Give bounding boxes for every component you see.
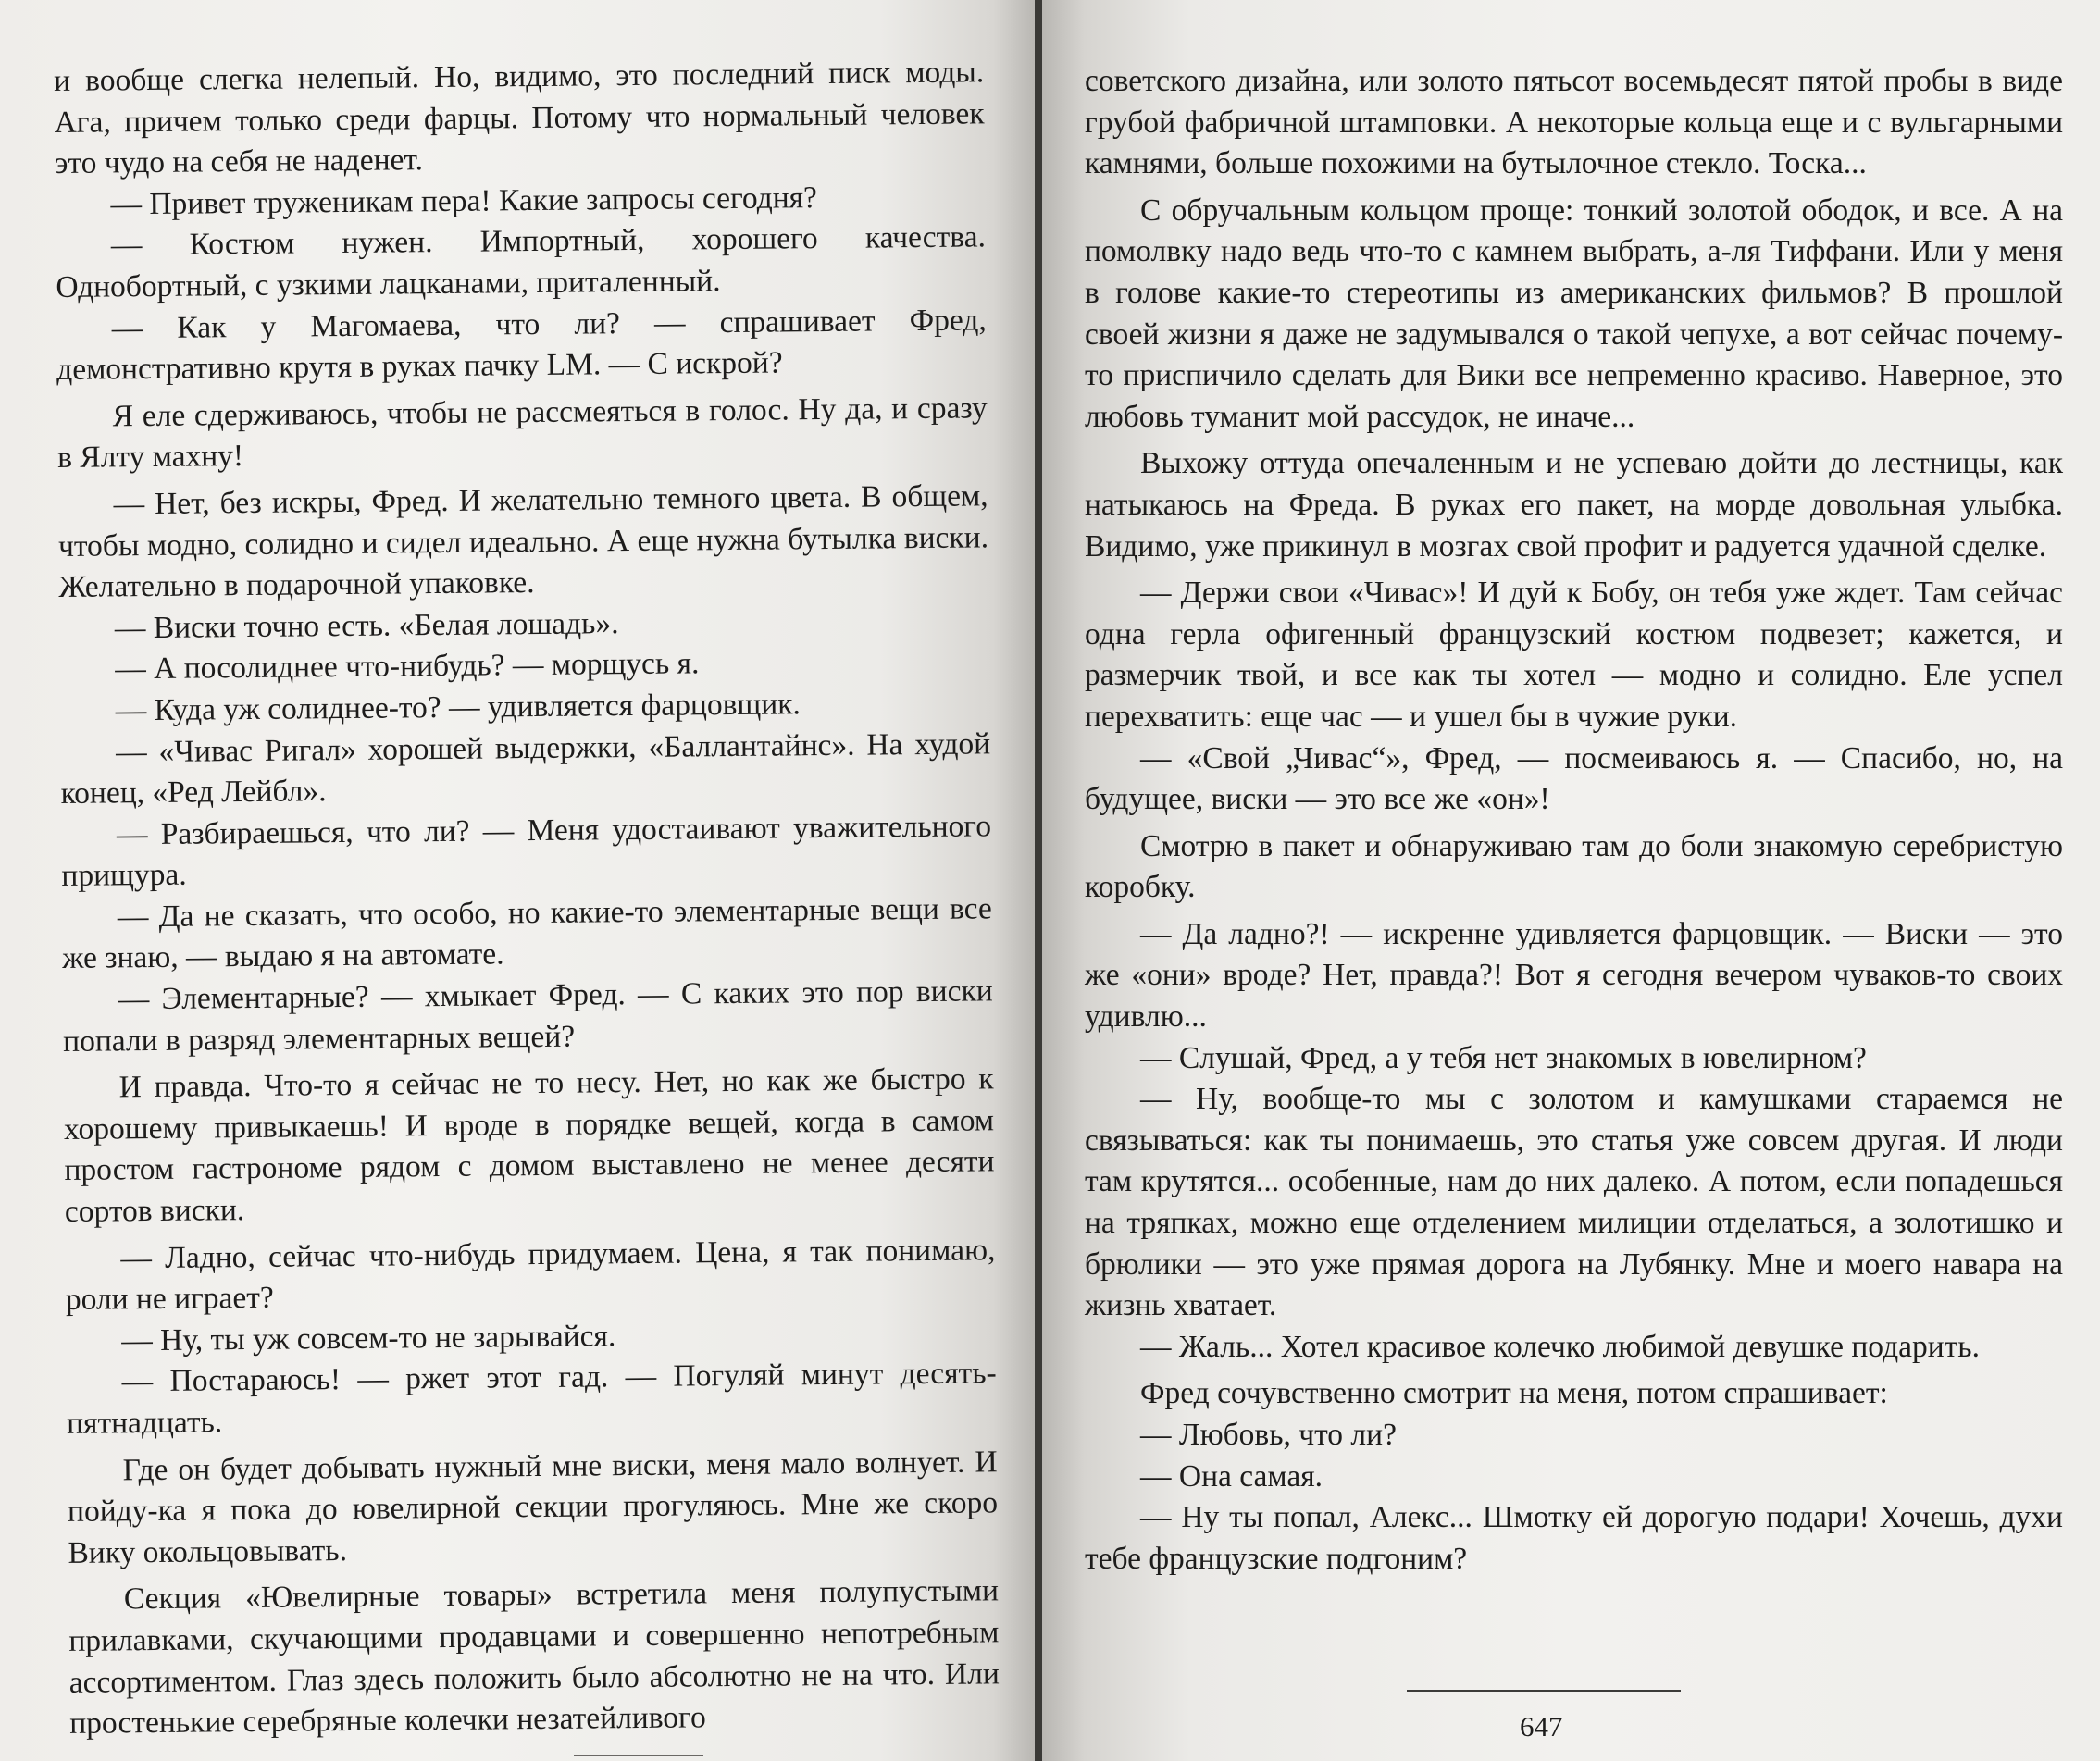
paragraph: — Костюм нужен. Импортный, хорошего качества. Однобортный, с узкими лацканами, приталенный. <box>56 219 987 304</box>
left-page-text <box>54 52 1000 1744</box>
paragraph: — Привет труженикам пера! Какие запросы сегодня? <box>110 180 818 222</box>
left-page <box>0 0 1035 1761</box>
paragraph: — Виски точно есть. «Белая лошадь». <box>114 605 619 646</box>
paragraph: Выхожу оттуда опечаленным и не успеваю дойти до лестницы, как натыкаюсь на Фреда. В руках его пакет, на морде довольная улыбка. Видимо, уже прикинул в мозгах свой профит и радуется удачной сделке. <box>1085 446 2063 564</box>
page-number: 647 <box>1520 1710 1563 1742</box>
paragraph: — Да не сказать, что особо, но какие-то элементарные вещи все же знаю, — выдаю я на автомате. <box>62 891 993 976</box>
paragraph: — «Свой „Чивас“», Фред, — посмеиваюсь я. — Спасибо, но, на будущее, виски — это все же «он»! <box>1085 740 2063 817</box>
right-page <box>1042 0 2100 1761</box>
paragraph: Смотрю в пакет и обнаруживаю там до боли знакомую серебристую коробку. <box>1085 828 2063 905</box>
paragraph: — Ну, вообще-то мы с золотом и камушками стараемся не связываться: как ты понимаешь, это статья уже совсем другая. И люди там крутятся... особенные, нам до них далеко. А потом, если попадешься на тряпках, можно еще отделением милиции отделаться, а золотишко и брюлики — это уже прямая дорога на Лубянку. Мне и моего навара на жизнь хватает. <box>1085 1082 2063 1323</box>
paragraph: — Нет, без искры, Фред. И желательно темного цвета. В общем, чтобы модно, солидно и сидел идеально. А еще нужна бутылка виски. Желательно в подарочной упаковке. <box>57 478 989 605</box>
paragraph: — «Чивас Ригал» хорошей выдержки, «Баллантайнс». На худой конец, «Ред Лейбл». <box>60 725 991 812</box>
paragraph: — А посолиднее что-нибудь? — морщусь я. <box>115 646 700 687</box>
paragraph: — Элементарные? — хмыкает Фред. — С каких это пор виски попали в разряд элементарных вещей? <box>62 974 993 1059</box>
right-page-text <box>1085 61 2063 1580</box>
page-number-rule <box>1407 1690 1681 1692</box>
paragraph: — Ладно, сейчас что-нибудь придумаем. Цена, я так понимаю, роли не играет? <box>65 1232 996 1318</box>
paragraph: — Любовь, что ли? <box>1140 1418 1397 1452</box>
paragraph: — Ну, ты уж совсем-то не зарывайся. <box>121 1319 616 1358</box>
paragraph: — Она самая. <box>1140 1458 1323 1494</box>
paragraph: Секция «Ювелирные товары» встретила меня полупустыми прилавками, скучающими продавцами и совершенно непотребным ассортиментом. Глаз здесь положить было абсолютно не на что. Или простенькие серебряные колечки незатейливого <box>68 1573 1000 1742</box>
paragraph: — Разбираешься, что ли? — Меня удостаивают уважительного прищура. <box>61 809 992 894</box>
paragraph: — Да ладно?! — искренне удивляется фарцовщик. — Виски — это же «они» вроде? Нет, правда?! Вот я сегодня вечером чуваков-то своих удивлю... <box>1085 916 2063 1035</box>
paragraph: Я еле сдерживаюсь, чтобы не рассмеяться в голос. Ну да, и сразу в Ялту махну! <box>56 391 988 476</box>
paragraph: — Слушай, Фред, а у тебя нет знакомых в ювелирном? <box>1140 1040 1867 1075</box>
bottom-rule <box>574 1755 703 1756</box>
paragraph: Где он будет добывать нужный мне виски, меня мало волнует. И пойду-ка я пока до ювелирной секции прогуляюсь. Мне же скоро Вику окольцовывать. <box>67 1444 999 1570</box>
paragraph: советского дизайна, или золото пятьсот восемьдесят пятой пробы в виде грубой фабричной штамповки. А некоторые кольца еще и с вульгарными камнями, больше похожими на бутылочное стекло. Тоска... <box>1085 64 2063 181</box>
book-gutter <box>1035 0 1042 1761</box>
paragraph: С обручальным кольцом проще: тонкий золотой ободок, и все. А на помолвку надо ведь что-то с камнем выбрать, а-ля Тиффани. Или у меня в голове какие-то стереотипы из американских фильмов? В прошлой своей жизни я даже не задумывался о такой чепухе, а вот сейчас почему-то приспичило сделать для Вики все непременно красиво. Наверное, это любовь туманит мой рассудок, не иначе... <box>1085 192 2063 434</box>
paragraph: и вообще слегка нелепый. Но, видимо, это последний писк моды. Ага, причем только среди фарцы. Потому что нормальный человек это чудо на себя не наденет. <box>54 55 985 181</box>
paragraph: — Как у Магомаева, что ли? — спрашивает Фред, демонстративно крутя в руках пачку LM. — С искрой? <box>56 302 987 388</box>
paragraph: — Постараюсь! — ржет этот гад. — Погуляй минут десять-пятнадцать. <box>66 1356 997 1441</box>
paragraph: — Держи свои «Чивас»! И дуй к Бобу, он тебя уже ждет. Там сейчас одна герла офигенный французский костюм подвезет; кажется, и размерчик твой, и все как ты хотел — модно и солидно. Еле успел перехватить: еще час — и ушел бы в чужие руки. <box>1085 576 2063 734</box>
paragraph: — Ну ты попал, Алекс... Шмотку ей дорогую подари! Хочешь, духи тебе французские подгоним? <box>1085 1500 2063 1576</box>
paragraph: — Куда уж солиднее-то? — удивляется фарцовщик. <box>115 687 801 728</box>
paragraph: И правда. Что-то я сейчас не то несу. Нет, но как же быстро к хорошему привыкаешь! И вроде в порядке вещей, когда в самом простом гастрономе рядом с домом выставлено не менее десяти сортов виски. <box>63 1061 995 1229</box>
paragraph: Фред сочувственно смотрит на меня, потом спрашивает: <box>1140 1376 1888 1411</box>
paragraph: — Жаль... Хотел красивое колечко любимой девушке подарить. <box>1140 1329 1980 1364</box>
